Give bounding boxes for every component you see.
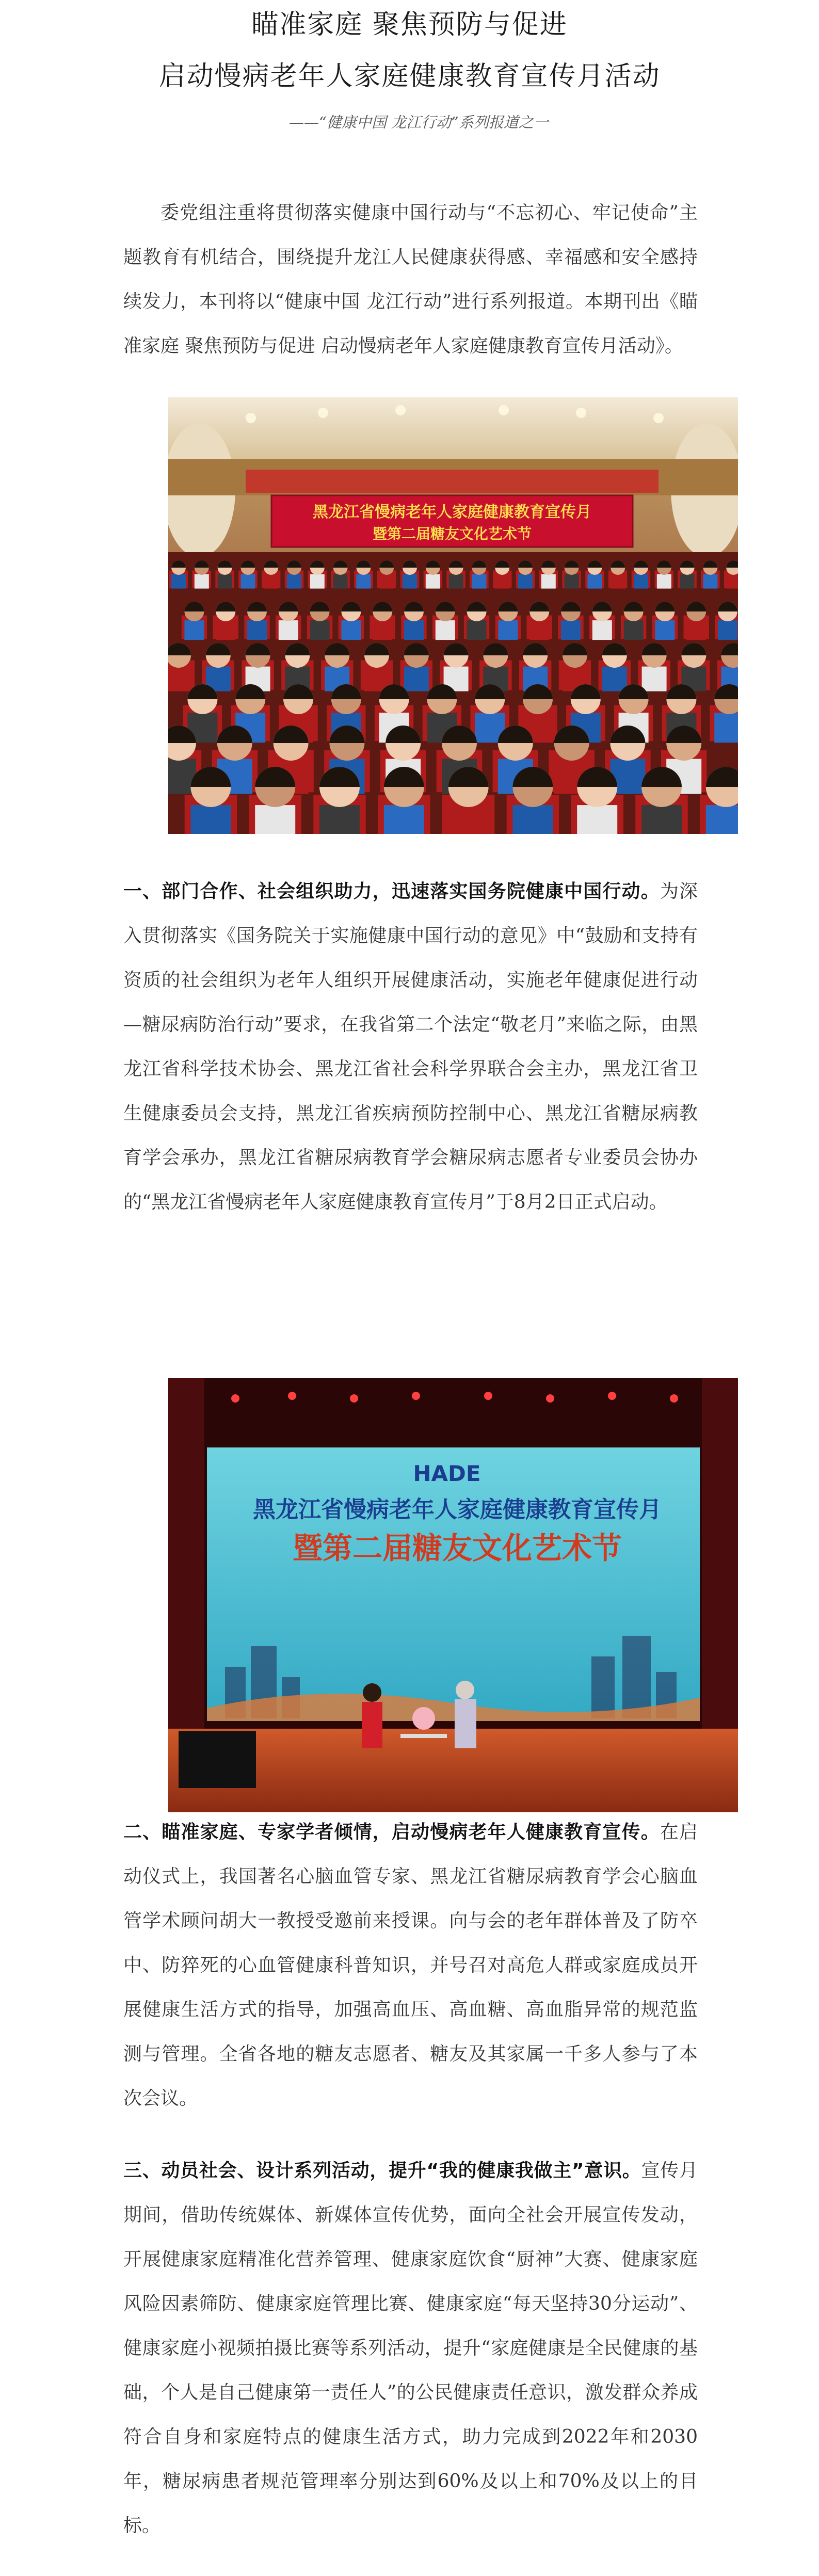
audience-member-body	[190, 805, 231, 834]
audience-member-body	[218, 574, 232, 589]
audience-member-body	[718, 620, 737, 640]
audience-member-body	[341, 620, 361, 640]
section1-paragraph	[123, 870, 698, 1225]
audience-member-body	[426, 574, 440, 589]
audience-member-body	[264, 574, 278, 589]
audience-member-body	[373, 620, 392, 640]
section3-paragraph	[123, 2149, 698, 2548]
audience-member-body	[512, 805, 553, 834]
audience-member-body	[726, 574, 738, 589]
audience-member-body	[657, 574, 671, 589]
audience-member-body	[310, 574, 325, 589]
section3-body: 宣传月期间，借助传统媒体、新媒体宣传优势，面向全社会开展宣传发动，开展健康家庭精准化营养管理、健康家庭饮食“厨神”大赛、健康家庭风险因素筛防、健康家庭管理比赛、健康家庭“每天坚持30分运动”、健康家庭小视频拍摄比赛等系列活动，提升“家庭健康是全民健康的基础，个人是自己健康第一责任人”的公民健康责任意识，激发群众养成符合自身和家庭特点的健康生活方式，助力完成到2022年和2030年，糖尿病患者规范管理率分别达到60%及以上和70%及以上的目标。	[123, 2160, 698, 2536]
audience-member-body	[436, 620, 455, 640]
audience-member-body	[310, 620, 330, 640]
section2-heading: 二、瞄准家庭、专家学者倾情，启动慢病老年人健康教育宣传。	[123, 1822, 660, 1843]
audience-member-body	[587, 574, 602, 589]
section1-body: 为深入贯彻落实《国务院关于实施健康中国行动的意见》中“鼓励和支持有资质的社会组织为老年人组织开展健康活动，实施老年健康促进行动—糖尿病防治行动”要求，在我省第二个法定“敬老月”来临之际，由黑龙江省科学技术协会、黑龙江省社会科学界联合会主办，黑龙江省卫生健康委员会支持，黑龙江省疾病预防控制中心、黑龙江省糖尿病教育学会承办，黑龙江省糖尿病教育学会糖尿病志愿者专业委员会协办的“黑龙江省慢病老年人家庭健康教育宣传月”于8月2日正式启动。	[123, 881, 698, 1213]
audience-member-body	[404, 620, 424, 640]
page-title-line2: 启动慢病老年人家庭健康教育宣传月活动	[158, 61, 661, 92]
section2-body: 在启动仪式上，我国著名心脑血管专家、黑龙江省糖尿病教育学会心脑血管学术顾问胡大一教授受邀前来授课。向与会的老年群体普及了防卒中、防猝死的心血管健康科普知识，并号召对高危人群或家庭成员开展健康生活方式的指导，加强高血压、高血糖、高血脂异常的规范监测与管理。全省各地的糖友志愿者、糖友及其家属一千多人参与了本次会议。	[123, 1822, 698, 2109]
audience-member-body	[706, 805, 738, 834]
audience-member-body	[655, 620, 675, 640]
audience-member-body	[703, 574, 717, 589]
banner-text-line1: 黑龙江省慢病老年人家庭健康教育宣传月	[313, 503, 591, 521]
section2-paragraph	[123, 1810, 698, 2121]
audience-member-body	[319, 805, 360, 834]
audience-member-body	[624, 620, 644, 640]
audience-member-body	[686, 620, 706, 640]
screen-title-line2: 暨第二届糖友文化艺术节	[292, 1531, 622, 1566]
audience-member-body	[184, 620, 204, 640]
section3-heading: 三、动员社会、设计系列活动，提升“我的健康我做主”意识。	[123, 2160, 641, 2181]
audience-member-body	[403, 574, 417, 589]
audience-member-body	[472, 574, 486, 589]
audience-member-body	[642, 667, 667, 691]
section1-heading: 一、部门合作、社会组织助力，迅速落实国务院健康中国行动。	[123, 881, 660, 902]
audience-member-body	[611, 574, 625, 589]
audience-member-body	[356, 574, 371, 589]
audience-member-body	[641, 805, 682, 834]
audience-member-body	[279, 620, 298, 640]
audience-member-body	[240, 574, 255, 589]
audience-member-body	[467, 620, 487, 640]
audience-member-body	[518, 574, 533, 589]
page-title-line1: 瞄准家庭 聚焦预防与促进	[251, 9, 568, 40]
audience-member-body	[541, 574, 556, 589]
audience-member-body	[404, 667, 429, 691]
audience-member-body	[577, 805, 617, 834]
audience-member-body	[449, 574, 463, 589]
audience-member-body	[592, 620, 612, 640]
audience-member-body	[287, 574, 301, 589]
audience-member-body	[168, 667, 191, 691]
stage-photo	[168, 1378, 738, 1812]
audience-member-body	[195, 574, 209, 589]
audience-member-body	[602, 667, 627, 691]
audience-member-body	[171, 574, 186, 589]
screen-logo: HADE	[413, 1461, 481, 1486]
screen-title-line1: 黑龙江省慢病老年人家庭健康教育宣传月	[253, 1496, 662, 1523]
audience-member-body	[255, 805, 295, 834]
series-subtitle: ——“健康中国 龙江行动”系列报道之一	[289, 114, 549, 131]
audience-member-body	[634, 574, 648, 589]
presenter-right	[455, 1681, 476, 1748]
audience-member-body	[216, 620, 235, 640]
audience-member-body	[448, 805, 489, 834]
auditorium-photo	[168, 397, 738, 834]
audience-member-body	[384, 805, 424, 834]
audience-member-body	[498, 620, 518, 640]
audience-member-body	[247, 620, 267, 640]
audience-member-body	[333, 574, 348, 589]
audience-member-body	[379, 574, 394, 589]
audience-member-body	[495, 574, 509, 589]
audience-member-body	[565, 574, 579, 589]
presenter-left	[362, 1683, 382, 1748]
audience-member-body	[529, 620, 549, 640]
audience-member-body	[714, 713, 738, 743]
audience-member-body	[680, 574, 695, 589]
intro-paragraph: 委党组注重将贯彻落实健康中国行动与“不忘初心、牢记使命”主题教育有机结合，围绕提升龙江人民健康获得感、幸福感和安全感持续发力，本刊将以“健康中国 龙江行动”进行系列报道。本期刊出《瞄准家庭 聚焦预防与促进 启动慢病老年人家庭健康教育宣传月活动》。	[123, 202, 698, 357]
audience-member-body	[561, 620, 581, 640]
banner-text-line2: 暨第二届糖友文化艺术节	[372, 525, 532, 542]
